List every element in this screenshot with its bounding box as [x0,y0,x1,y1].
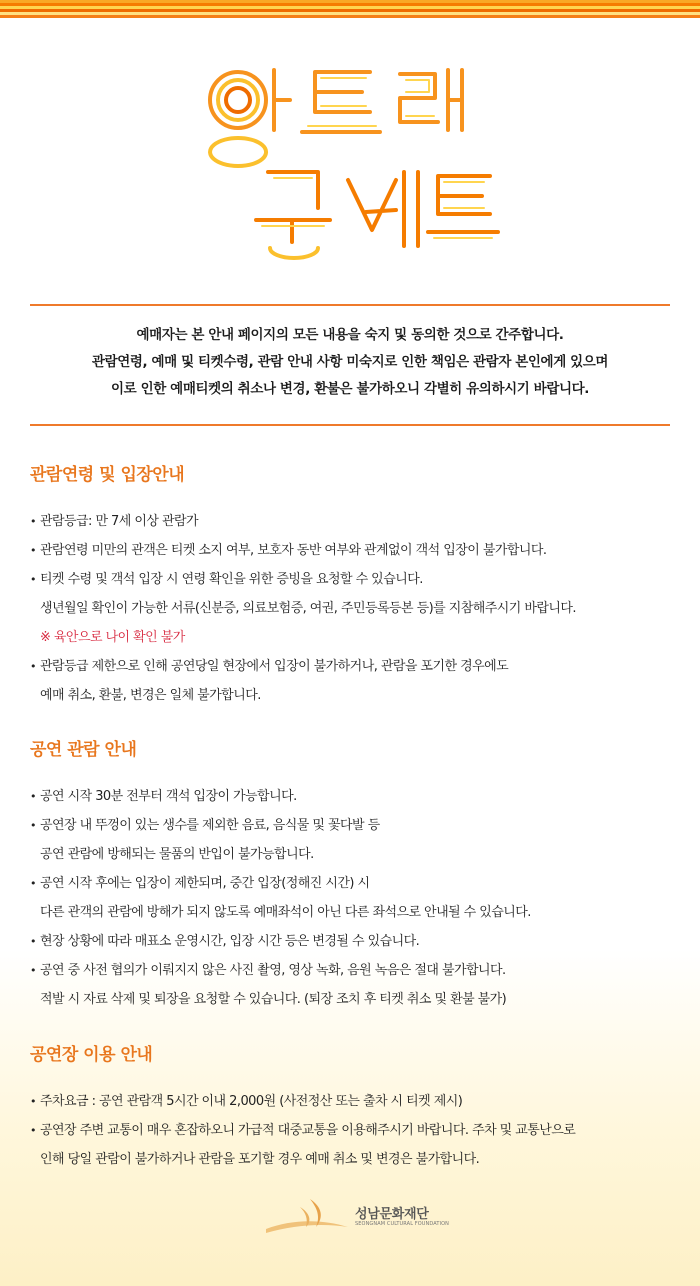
info-list [30,507,690,710]
list-item [30,956,690,1014]
section-viewing-guide [30,735,690,1014]
list-item [30,927,690,956]
divider-top [30,304,670,306]
notice-line: 예매자는 본 안내 페이지의 모든 내용을 숙지 및 동의한 것으로 간주합니다. [136,327,564,343]
list-item [30,507,690,536]
list-item-text: • 관람등급: 만 7세 이상 관람가 [30,507,690,536]
list-item-text: 다른 관객의 관람에 방해가 되지 않도록 예매좌석이 아닌 다른 좌석으로 안내될 수 있습니다. [40,905,531,920]
list-item-text: • 공연장 주변 교통이 매우 혼잡하오니 가급적 대중교통을 이용해주시기 바랍니다. 주차 및 교통난으로 [30,1116,690,1145]
list-item [30,565,690,652]
list-item-text: • 주차요금 : 공연 관람객 5시간 이내 2,000원 (사전정산 또는 출차 시 티켓 제시) [30,1087,690,1116]
list-item [30,652,690,710]
list-item-text: • 티켓 수령 및 객석 입장 시 연령 확인을 위한 증빙을 요청할 수 있습니다. [30,565,690,594]
list-item-text: • 공연장 내 뚜껑이 있는 생수를 제외한 음료, 음식물 및 꽃다발 등 [30,811,690,840]
notice-line: 관람연령, 예매 및 티켓수령, 관람 안내 사항 미숙지로 인한 책임은 관람자 본인에게 있으며 [91,354,609,370]
section-title: 공연 관람 안내 [30,740,137,760]
concert-title-logo [190,60,510,260]
list-item [30,1116,690,1174]
purchase-notice [30,322,670,403]
list-item-text: 공연 관람에 방해되는 물품의 반입이 불가능합니다. [40,847,314,862]
list-item [30,536,690,565]
info-list [30,782,690,1014]
top-decorative-stripes [0,0,700,18]
list-item-text: 예매 취소, 환불, 변경은 일체 불가합니다. [40,688,261,703]
section-title: 관람연령 및 입장안내 [30,465,185,485]
list-item [30,782,690,811]
section-age-entry [30,460,690,710]
notice-line: 이로 인한 예매티켓의 취소나 변경, 환불은 불가하오니 각별히 유의하시기 바랍니다. [111,381,589,397]
swoosh-logo-icon [262,1193,352,1239]
list-item [30,1087,690,1116]
list-item-text: 적발 시 자료 삭제 및 퇴장을 요청할 수 있습니다. (퇴장 조치 후 티켓 취소 및 환불 불가) [40,992,507,1007]
warning-note: ※ 육안으로 나이 확인 불가 [40,630,185,645]
list-item-text: • 관람연령 미만의 관객은 티켓 소지 여부, 보호자 동반 여부와 관계없이 객석 입장이 불가합니다. [30,536,690,565]
list-item-text: 생년월일 확인이 가능한 서류(신분증, 의료보험증, 여권, 주민등록등본 등)를 지참해주시기 바랍니다. [40,601,576,616]
section-venue-usage [30,1040,690,1174]
list-item-text: • 공연 시작 30분 전부터 객석 입장이 가능합니다. [30,782,690,811]
list-item-text: • 공연 시작 후에는 입장이 제한되며, 중간 입장(정해진 시간) 시 [30,869,690,898]
concert-title-artwork [190,60,510,260]
foundation-name: 성남문화재단 [355,1207,429,1222]
list-item-text: • 현장 상황에 따라 매표소 운영시간, 입장 시간 등은 변경될 수 있습니다. [30,927,690,956]
stripe [0,15,700,18]
list-item-text: • 공연 중 사전 협의가 이뤄지지 않은 사진 촬영, 영상 녹화, 음원 녹음은 절대 불가합니다. [30,956,690,985]
list-item-text: • 관람등급 제한으로 인해 공연당일 현장에서 입장이 불가하거나, 관람을 포기한 경우에도 [30,652,690,681]
list-item [30,811,690,869]
info-list [30,1087,690,1174]
list-item-text: 인해 당일 관람이 불가하거나 관람을 포기할 경우 예매 취소 및 변경은 불가합니다. [40,1152,480,1167]
divider-bottom [30,424,670,426]
list-item [30,869,690,927]
foundation-name-en: SEONGNAM CULTURAL FOUNDATION [355,1221,449,1227]
foundation-logo [262,1193,452,1239]
section-title: 공연장 이용 안내 [30,1045,153,1065]
